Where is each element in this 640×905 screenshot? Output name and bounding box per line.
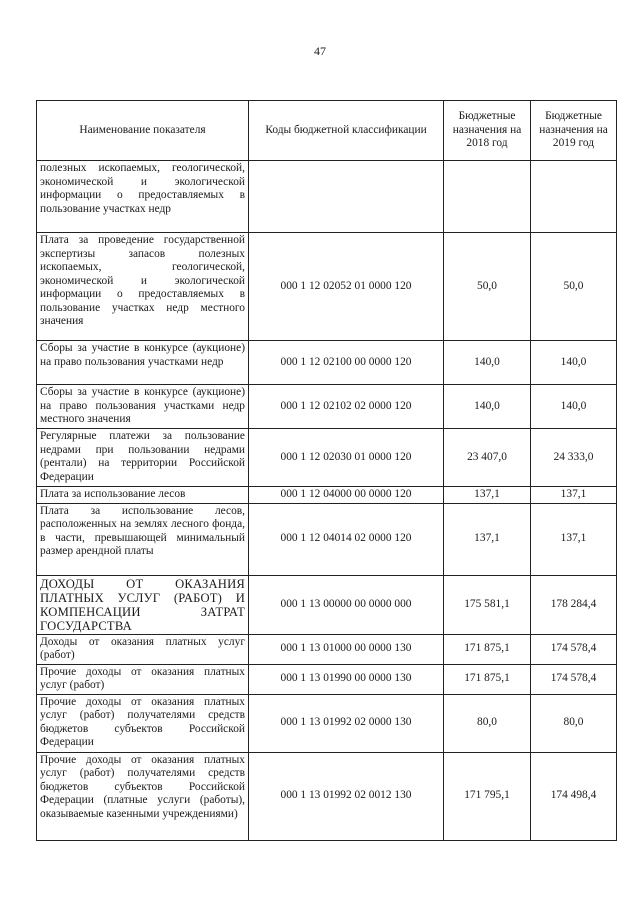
row-value-2019: 174 578,4 <box>531 664 617 694</box>
row-name: Плата за использование лесов, расположенных на землях лесного фонда, в части, превышающей минимальный размер арендной платы <box>37 503 249 575</box>
table-row <box>37 694 617 752</box>
row-name: ДОХОДЫ ОТ ОКАЗАНИЯ ПЛАТНЫХ УСЛУГ (РАБОТ) И КОМПЕНСАЦИИ ЗАТРАТ ГОСУДАРСТВА <box>37 575 249 634</box>
row-value-2019: 174 578,4 <box>531 634 617 664</box>
row-value-2018: 137,1 <box>444 503 531 575</box>
table-row <box>37 161 617 233</box>
row-name: Прочие доходы от оказания платных услуг (работ) получателями средств бюджетов субъектов Российской Федерации <box>37 694 249 752</box>
row-value-2018 <box>444 161 531 233</box>
table-row <box>37 487 617 504</box>
table-row <box>37 575 617 634</box>
row-name: Сборы за участие в конкурсе (аукционе) на право пользования участками недр местного значения <box>37 385 249 429</box>
row-name: Прочие доходы от оказания платных услуг (работ) <box>37 664 249 694</box>
table-row <box>37 503 617 575</box>
table-row <box>37 429 617 487</box>
row-code: 000 1 12 02030 01 0000 120 <box>249 429 444 487</box>
table-row <box>37 664 617 694</box>
row-name: Доходы от оказания платных услуг (работ) <box>37 634 249 664</box>
row-value-2018: 171 875,1 <box>444 634 531 664</box>
row-value-2019 <box>531 161 617 233</box>
header-year-2018: Бюджетные назначения на 2018 год <box>444 101 531 161</box>
row-code: 000 1 12 04014 02 0000 120 <box>249 503 444 575</box>
row-code: 000 1 13 01992 02 0012 130 <box>249 752 444 840</box>
row-name: Прочие доходы от оказания платных услуг (работ) получателями средств бюджетов субъектов Российской Федерации (платные услуги (работы), оказываемые казенными учреждениями) <box>37 752 249 840</box>
header-code: Коды бюджетной классификации <box>249 101 444 161</box>
row-code: 000 1 12 02100 00 0000 120 <box>249 341 444 385</box>
table-row <box>37 341 617 385</box>
row-value-2019: 174 498,4 <box>531 752 617 840</box>
row-value-2018: 175 581,1 <box>444 575 531 634</box>
row-code: 000 1 13 01000 00 0000 130 <box>249 634 444 664</box>
row-name: Плата за проведение государственной экспертизы запасов полезных ископаемых, геологической, экономической и экологической информации о предоставляемых в пользование участках недр местного значения <box>37 233 249 341</box>
row-name: Регулярные платежи за пользование недрами при пользовании недрами (рентали) на территории Российской Федерации <box>37 429 249 487</box>
table-header-row <box>37 101 617 161</box>
row-value-2019: 50,0 <box>531 233 617 341</box>
row-value-2019: 178 284,4 <box>531 575 617 634</box>
row-name: полезных ископаемых, геологической, экономической и экологической информации о предоставляемых в пользование участках недр <box>37 161 249 233</box>
row-value-2018: 137,1 <box>444 487 531 504</box>
table-row <box>37 385 617 429</box>
table-row <box>37 233 617 341</box>
row-value-2019: 140,0 <box>531 385 617 429</box>
row-code: 000 1 13 01990 00 0000 130 <box>249 664 444 694</box>
row-code: 000 1 13 01992 02 0000 130 <box>249 694 444 752</box>
budget-table <box>36 100 617 841</box>
row-value-2018: 171 875,1 <box>444 664 531 694</box>
row-value-2018: 140,0 <box>444 341 531 385</box>
row-code <box>249 161 444 233</box>
row-value-2019: 24 333,0 <box>531 429 617 487</box>
row-value-2019: 140,0 <box>531 341 617 385</box>
row-code: 000 1 12 02052 01 0000 120 <box>249 233 444 341</box>
header-year-2019: Бюджетные назначения на 2019 год <box>531 101 617 161</box>
row-name: Плата за использование лесов <box>37 487 249 504</box>
row-value-2019: 137,1 <box>531 487 617 504</box>
header-name: Наименование показателя <box>37 101 249 161</box>
row-value-2018: 50,0 <box>444 233 531 341</box>
row-code: 000 1 12 02102 02 0000 120 <box>249 385 444 429</box>
page-number: 47 <box>314 44 326 58</box>
table-row <box>37 634 617 664</box>
table-row <box>37 752 617 840</box>
row-value-2018: 171 795,1 <box>444 752 531 840</box>
row-value-2018: 140,0 <box>444 385 531 429</box>
row-code: 000 1 12 04000 00 0000 120 <box>249 487 444 504</box>
row-value-2019: 137,1 <box>531 503 617 575</box>
row-value-2018: 23 407,0 <box>444 429 531 487</box>
row-value-2019: 80,0 <box>531 694 617 752</box>
row-value-2018: 80,0 <box>444 694 531 752</box>
row-name: Сборы за участие в конкурсе (аукционе) на право пользования участками недр <box>37 341 249 385</box>
row-code: 000 1 13 00000 00 0000 000 <box>249 575 444 634</box>
